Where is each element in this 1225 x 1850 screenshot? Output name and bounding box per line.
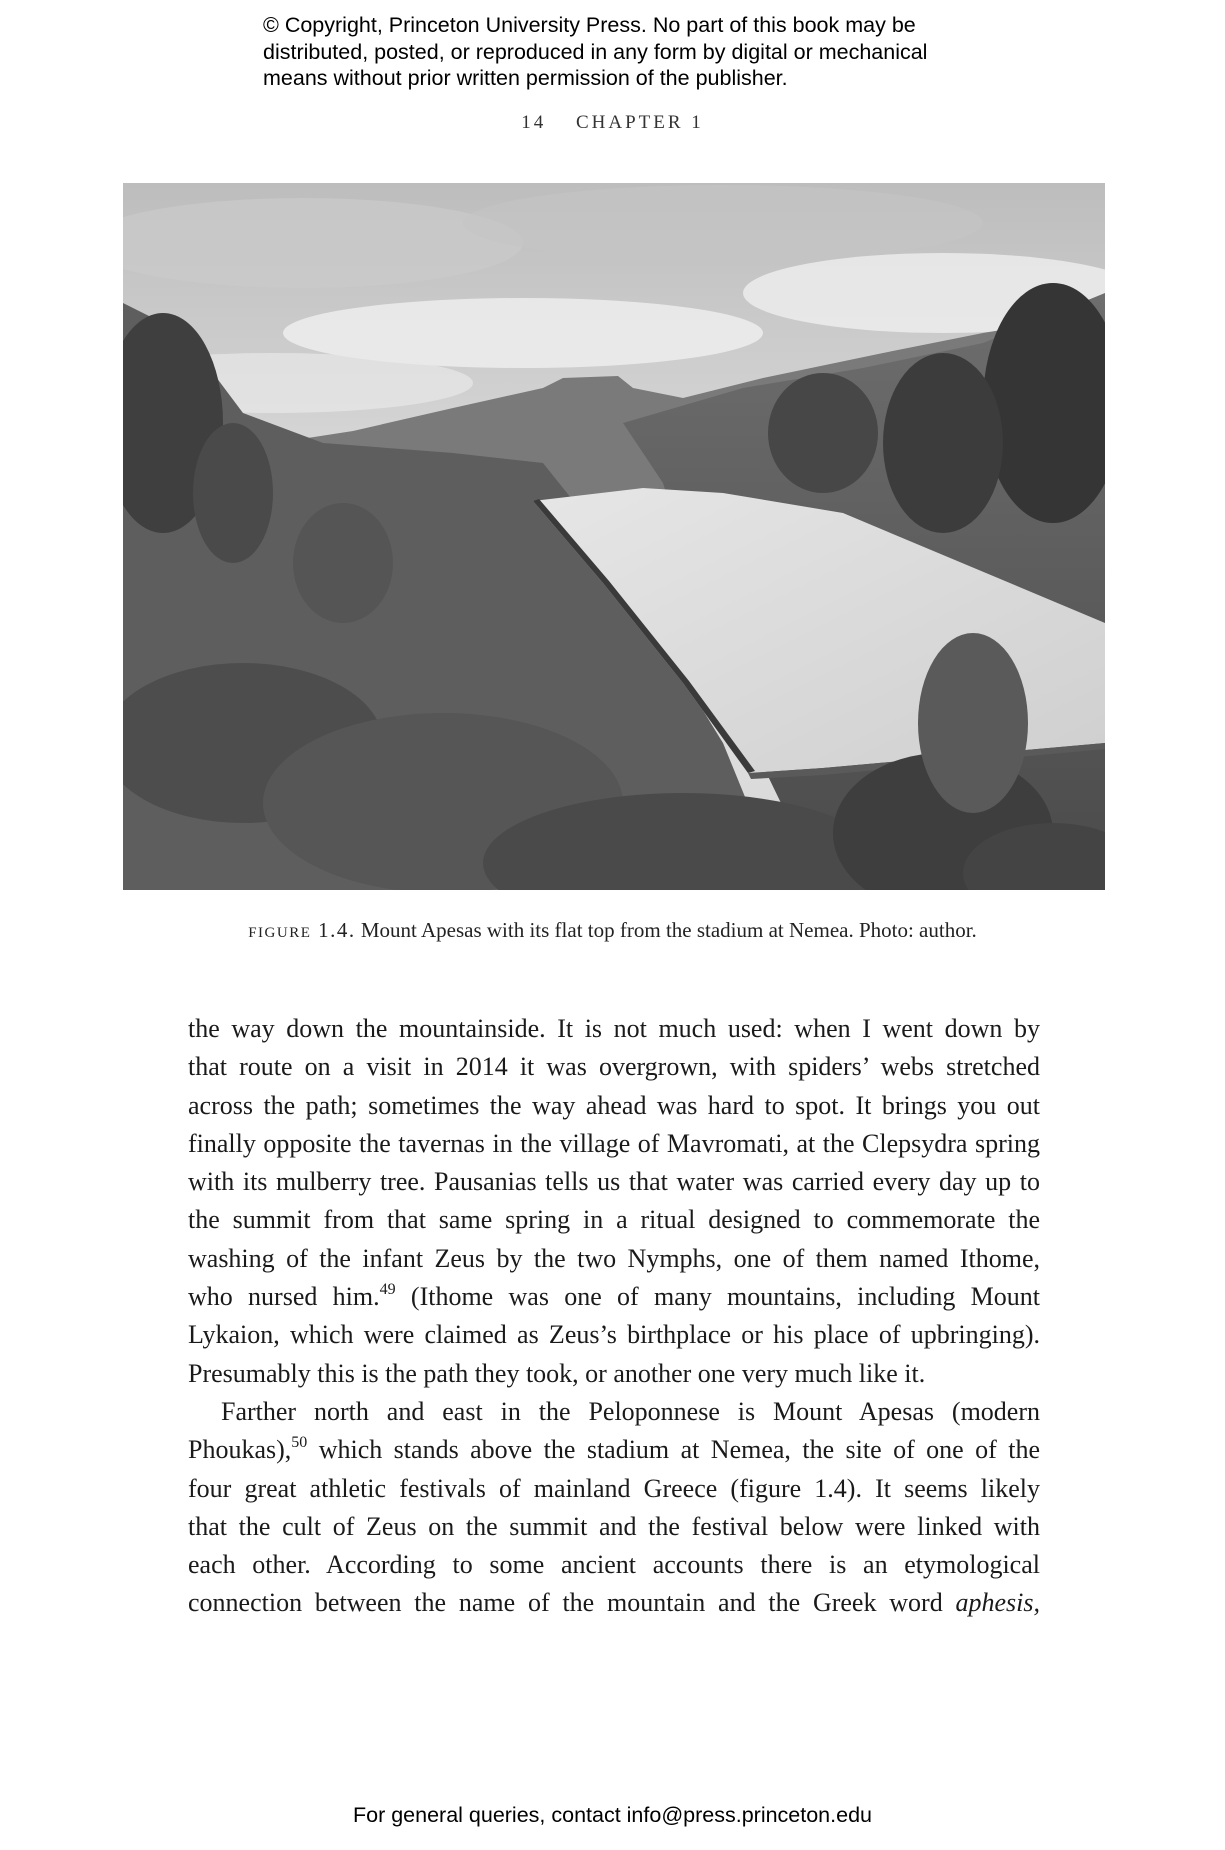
text-line bbox=[188, 1431, 1040, 1469]
text-line: the way down the mountainside. It is not much used: when I went down by bbox=[188, 1014, 1040, 1043]
paragraph bbox=[188, 1010, 1040, 1393]
text-line: Presumably this is the path they took, or another one very much like it. bbox=[188, 1358, 926, 1388]
text-segment: connection between the name of the mountain and the Greek word bbox=[188, 1588, 956, 1618]
figure-caption-text: Mount Apesas with its flat top from the stadium at Nemea. Photo: author. bbox=[360, 918, 977, 942]
text-line: the summit from that same spring in a ritual designed to commemorate the bbox=[188, 1205, 1040, 1235]
text-line: that route on a visit in 2014 it was overgrown, with spiders’ webs stretched bbox=[188, 1052, 1040, 1082]
text-segment: which stands above the stadium at Nemea, the site of one of the bbox=[307, 1435, 1040, 1465]
copyright-line: © Copyright, Princeton University Press. No part of this book may be bbox=[263, 13, 916, 37]
footnote-ref: 50 bbox=[291, 1434, 308, 1452]
text-line: that the cult of Zeus on the summit and the festival below were linked with bbox=[188, 1511, 1040, 1541]
text-line: Farther north and east in the Peloponnese is Mount Apesas (modern bbox=[221, 1396, 1040, 1426]
text-line: washing of the infant Zeus by the two Nymphs, one of them named Ithome, bbox=[188, 1243, 1040, 1273]
text-line: Lykaion, which were claimed as Zeus’s birthplace or his place of upbringing). bbox=[188, 1320, 1040, 1350]
text-segment: (Ithome was one of many mountains, including Mount bbox=[395, 1282, 1040, 1312]
paragraph bbox=[188, 1393, 1040, 1623]
copyright-line: means without prior written permission of the publisher. bbox=[263, 66, 788, 90]
text-segment: Phoukas), bbox=[188, 1435, 292, 1465]
stadium-photo-image bbox=[123, 183, 1105, 890]
stadium-photo bbox=[123, 183, 1105, 890]
figure-label: figure 1.4. bbox=[248, 918, 356, 942]
figure-caption bbox=[0, 918, 1225, 943]
body-text bbox=[188, 1010, 1040, 1623]
running-head bbox=[0, 112, 1225, 134]
text-segment: who nursed him. bbox=[188, 1282, 380, 1312]
footer-contact: For general queries, contact info@press.princeton.edu bbox=[352, 1803, 872, 1827]
copyright-notice bbox=[263, 12, 1023, 92]
footnote-ref: 49 bbox=[379, 1281, 396, 1299]
text-line: with its mulberry tree. Pausanias tells us that water was carried every day up to bbox=[188, 1167, 1040, 1197]
text-line bbox=[188, 1584, 1040, 1622]
text-line bbox=[188, 1278, 1040, 1316]
text-line: four great athletic festivals of mainland Greece (figure 1.4). It seems likely bbox=[188, 1473, 1040, 1503]
chapter-label: CHAPTER 1 bbox=[575, 112, 704, 133]
text-line: finally opposite the tavernas in the village of Mavromati, at the Clepsydra spring bbox=[188, 1128, 1040, 1158]
page-number: 14 bbox=[521, 112, 547, 133]
text-line: across the path; sometimes the way ahead was hard to spot. It brings you out bbox=[188, 1090, 1040, 1120]
copyright-line: distributed, posted, or reproduced in any form by digital or mechanical bbox=[263, 39, 928, 64]
text-line: each other. According to some ancient accounts there is an etymological bbox=[188, 1550, 1040, 1580]
italic-word: aphesis, bbox=[955, 1588, 1040, 1618]
